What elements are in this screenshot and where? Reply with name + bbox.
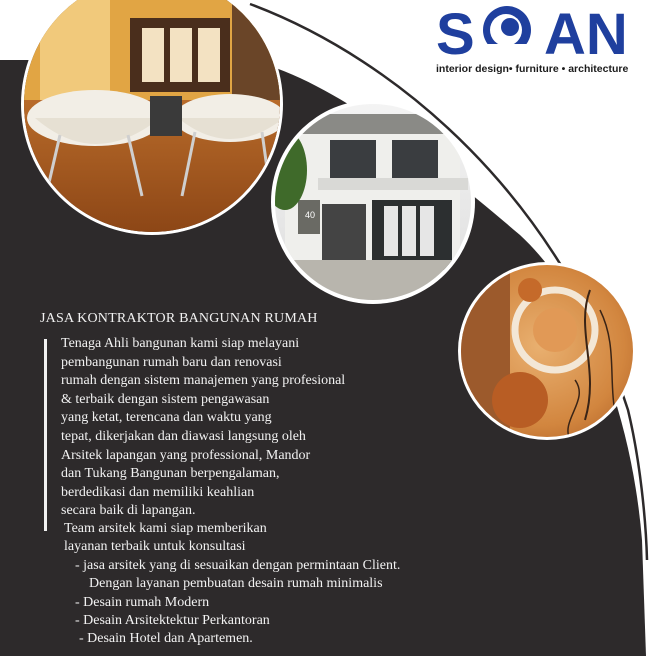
intro-line: yang ketat, terencana dan waktu yang xyxy=(61,410,272,426)
service-item: - Desain rumah Modern xyxy=(75,594,210,610)
house-number: 40 xyxy=(305,210,316,220)
brand-tagline: interior design• furniture • architecture xyxy=(436,63,629,75)
intro-line: & terbaik dengan sistem pengawasan xyxy=(61,391,270,407)
intro-line: Tenaga Ahli bangunan kami siap melayani xyxy=(61,336,300,351)
service-item-continued: Dengan layanan pembuatan desain rumah minimalis xyxy=(89,576,383,592)
intro-line: dan Tukang Bangunan berpengalaman, xyxy=(61,466,280,482)
service-item: - Desain Hotel dan Apartemen. xyxy=(79,631,253,647)
services-list xyxy=(64,520,484,649)
intro-line: pembangunan rumah baru dan renovasi xyxy=(61,354,282,370)
services-intro-line: layanan terbaik untuk konsultasi xyxy=(64,539,246,555)
intro-line: secara baik di lapangan. xyxy=(61,503,196,519)
paragraph-accent-bar xyxy=(44,339,47,531)
logo-wordmark xyxy=(436,2,646,62)
svg-text:AN: AN xyxy=(544,2,628,62)
intro-line: tepat, dikerjakan dan diawasi langsung oleh xyxy=(61,428,306,444)
service-item: - Desain Arsitektektur Perkantoran xyxy=(75,613,270,629)
services-intro-line: Team arsitek kami siap memberikan xyxy=(64,521,267,536)
intro-line: Arsitek lapangan yang professional, Mandor xyxy=(61,447,311,463)
intro-line: berdedikasi dan memiliki keahlian xyxy=(61,484,255,500)
intro-line: rumah dengan sistem manajemen yang profesional xyxy=(61,373,346,389)
service-item: - jasa arsitek yang di sesuaikan dengan permintaan Client. xyxy=(75,557,401,573)
brand-logo xyxy=(436,2,646,80)
page-title: JASA KONTRAKTOR BANGUNAN RUMAH xyxy=(40,311,318,326)
intro-paragraph xyxy=(61,335,461,521)
svg-text:S: S xyxy=(436,2,475,62)
